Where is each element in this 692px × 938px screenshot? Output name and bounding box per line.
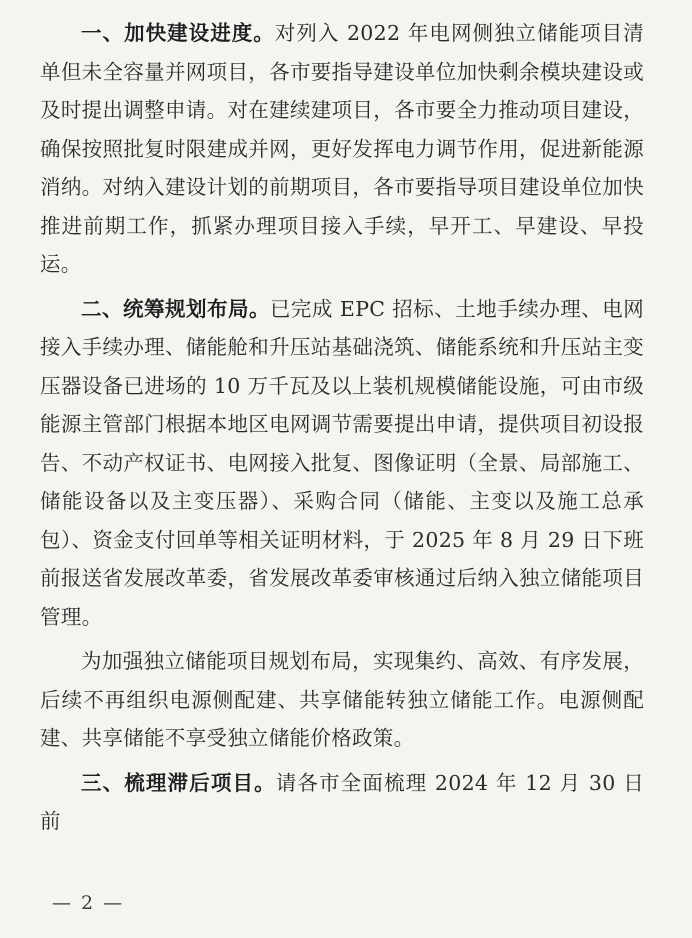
- paragraph-2: [40, 290, 644, 637]
- paragraph-1-text: 对列入 2022 年电网侧独立储能项目清单但未全容量并网项目，各市要指导建设单位加快剩余模块建设或及时提出调整申请。对在建续建项目，各市要全力推动项目建设，确保按照批复时限建成并网，更好发挥电力调节作用，促进新能源消纳。对纳入建设计划的前期项目，各市要指导项目建设单位加快推进前期工作，抓紧办理项目接入手续，早开工、早建设、早投运。: [40, 21, 645, 276]
- section-heading-3: 三、梳理滞后项目。: [81, 770, 276, 795]
- section-heading-1: 一、加快建设进度。: [81, 21, 275, 45]
- page-number: — 2 —: [52, 892, 125, 914]
- document-body: [40, 14, 644, 847]
- paragraph-3: [40, 642, 644, 758]
- paragraph-2-text: 已完成 EPC 招标、土地手续办理、电网接入手续办理、储能舱和升压站基础浇筑、储能系统和升压站主变压器设备已进场的 10 万千瓦及以上装机规模储能设施，可由市级能源主管部门根据本地区电网调节需要提出申请，提供项目初设报告、不动产权证书、电网接入批复、图像证明（全景、局部施工、储能设备以及主变压器）、采购合同（储能、主变以及施工总承包）、资金支付回单等相关证明材料，于 2025 年 8 月 29 日下班前报送省发展改革委，省发展改革委审核通过后纳入独立储能项目管理。: [40, 296, 644, 629]
- paragraph-1: [40, 14, 644, 284]
- paragraph-3-text: 为加强独立储能项目规划布局，实现集约、高效、有序发展，后续不再组织电源侧配建、共享储能转独立储能工作。电源侧配建、共享储能不享受独立储能价格政策。: [40, 649, 644, 750]
- section-heading-2: 二、统筹规划布局。: [81, 296, 270, 321]
- paragraph-4: [40, 764, 644, 841]
- paragraph-4-text: 请各市全面梳理 2024 年 12 月 30 日前: [40, 770, 645, 833]
